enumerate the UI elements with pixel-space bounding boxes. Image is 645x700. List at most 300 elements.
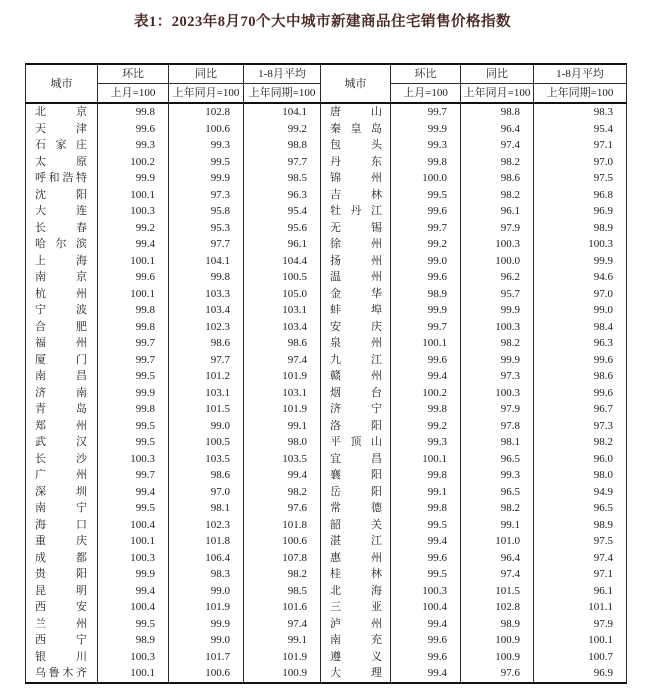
- value-cell: 99.8: [391, 500, 461, 517]
- value-cell: 100.2: [98, 154, 169, 171]
- value-cell: 104.1: [169, 253, 244, 270]
- value-cell: 95.8: [169, 203, 244, 220]
- table-row: [26, 649, 627, 666]
- value-cell: 99.3: [461, 467, 534, 484]
- value-cell: 100.3: [391, 583, 461, 600]
- value-cell: 97.7: [169, 236, 244, 253]
- city-name: 北海: [330, 584, 382, 597]
- value-cell: 106.4: [169, 550, 244, 567]
- city-cell: [321, 632, 391, 649]
- header-avg-right: 1-8月平均: [534, 64, 627, 84]
- header-row-groups: [26, 64, 627, 84]
- value-cell: 97.4: [461, 137, 534, 154]
- city-name: 烟台: [330, 386, 382, 399]
- city-name: 蚌埠: [330, 304, 382, 316]
- value-cell: 99.4: [98, 583, 169, 600]
- city-name: 福州: [35, 337, 87, 349]
- value-cell: 100.2: [391, 385, 461, 402]
- value-cell: 102.8: [169, 103, 244, 121]
- value-cell: 99.6: [534, 352, 627, 369]
- value-cell: 99.0: [169, 583, 244, 600]
- city-cell: [321, 154, 391, 171]
- city-name: 九江: [330, 353, 382, 366]
- value-cell: 100.9: [244, 665, 321, 683]
- table-row: [26, 583, 627, 600]
- header-yoy-base-right: 上年同月=100: [461, 84, 534, 104]
- value-cell: 104.1: [244, 103, 321, 121]
- value-cell: 100.9: [461, 632, 534, 649]
- value-cell: 98.6: [169, 467, 244, 484]
- city-name: 海口: [35, 518, 87, 531]
- value-cell: 100.3: [461, 236, 534, 253]
- value-cell: 99.5: [98, 616, 169, 633]
- table-row: [26, 550, 627, 567]
- city-name: 温州: [330, 271, 382, 283]
- city-cell: [26, 368, 98, 385]
- value-cell: 99.7: [98, 467, 169, 484]
- value-cell: 103.5: [169, 451, 244, 468]
- city-name: 杭州: [35, 287, 87, 300]
- value-cell: 103.3: [169, 286, 244, 303]
- city-cell: [321, 401, 391, 418]
- city-name: 平顶山: [330, 436, 382, 448]
- value-cell: 99.0: [169, 418, 244, 435]
- value-cell: 99.1: [391, 484, 461, 501]
- value-cell: 99.9: [169, 616, 244, 633]
- value-cell: 99.3: [391, 434, 461, 451]
- city-name: 银川: [35, 650, 87, 663]
- city-name: 郑州: [35, 419, 87, 432]
- value-cell: 99.1: [461, 517, 534, 534]
- city-name: 西安: [35, 601, 87, 613]
- value-cell: 97.8: [461, 418, 534, 435]
- value-cell: 99.9: [169, 170, 244, 187]
- value-cell: 99.3: [169, 137, 244, 154]
- city-cell: [321, 566, 391, 583]
- value-cell: 98.5: [244, 583, 321, 600]
- table-row: [26, 385, 627, 402]
- value-cell: 98.6: [534, 368, 627, 385]
- value-cell: 99.7: [391, 103, 461, 121]
- value-cell: 99.9: [98, 566, 169, 583]
- city-cell: [26, 385, 98, 402]
- city-name: 武汉: [35, 436, 87, 448]
- city-cell: [26, 649, 98, 666]
- value-cell: 99.1: [244, 418, 321, 435]
- city-cell: [26, 187, 98, 204]
- city-name: 呼和浩特: [35, 172, 87, 184]
- city-cell: [321, 103, 391, 121]
- value-cell: 97.4: [244, 616, 321, 633]
- city-cell: [26, 269, 98, 286]
- value-cell: 98.0: [244, 434, 321, 451]
- value-cell: 99.7: [98, 335, 169, 352]
- value-cell: 99.6: [98, 121, 169, 138]
- city-cell: [321, 665, 391, 683]
- value-cell: 97.3: [461, 368, 534, 385]
- value-cell: 101.1: [534, 599, 627, 616]
- city-name: 南宁: [35, 502, 87, 514]
- city-cell: [321, 500, 391, 517]
- value-cell: 96.5: [461, 451, 534, 468]
- value-cell: 99.5: [98, 500, 169, 517]
- value-cell: 101.2: [169, 368, 244, 385]
- value-cell: 95.6: [244, 220, 321, 237]
- city-name: 济南: [35, 386, 87, 399]
- value-cell: 99.9: [391, 121, 461, 138]
- city-cell: [26, 616, 98, 633]
- value-cell: 99.8: [169, 269, 244, 286]
- value-cell: 100.6: [169, 665, 244, 683]
- table-row: [26, 418, 627, 435]
- city-cell: [321, 352, 391, 369]
- value-cell: 100.1: [98, 286, 169, 303]
- value-cell: 96.4: [461, 550, 534, 567]
- value-cell: 100.3: [461, 385, 534, 402]
- city-cell: [321, 187, 391, 204]
- value-cell: 101.5: [461, 583, 534, 600]
- city-cell: [26, 170, 98, 187]
- value-cell: 98.2: [534, 434, 627, 451]
- city-name: 宁波: [35, 304, 87, 316]
- value-cell: 97.5: [534, 170, 627, 187]
- value-cell: 98.3: [534, 103, 627, 121]
- value-cell: 100.1: [98, 533, 169, 550]
- value-cell: 97.4: [461, 566, 534, 583]
- table-row: [26, 517, 627, 534]
- value-cell: 99.5: [98, 368, 169, 385]
- value-cell: 99.4: [391, 616, 461, 633]
- city-cell: [26, 401, 98, 418]
- value-cell: 99.8: [98, 302, 169, 319]
- value-cell: 103.1: [244, 385, 321, 402]
- value-cell: 99.5: [98, 434, 169, 451]
- city-name: 秦皇岛: [330, 122, 382, 135]
- value-cell: 100.0: [461, 253, 534, 270]
- city-name: 南昌: [35, 370, 87, 382]
- city-cell: [321, 550, 391, 567]
- city-name: 贵阳: [35, 568, 87, 580]
- city-cell: [321, 220, 391, 237]
- table-title: 表1：2023年8月70个大中城市新建商品住宅销售价格指数: [134, 14, 511, 30]
- value-cell: 100.5: [169, 434, 244, 451]
- table-row: [26, 665, 627, 683]
- value-cell: 101.8: [244, 517, 321, 534]
- table-body: [26, 103, 627, 683]
- table-row: [26, 121, 627, 138]
- value-cell: 97.3: [534, 418, 627, 435]
- value-cell: 96.7: [534, 401, 627, 418]
- table-row: [26, 203, 627, 220]
- value-cell: 98.5: [244, 170, 321, 187]
- value-cell: 102.3: [169, 319, 244, 336]
- city-cell: [26, 550, 98, 567]
- value-cell: 97.9: [461, 401, 534, 418]
- city-cell: [26, 220, 98, 237]
- value-cell: 99.8: [98, 319, 169, 336]
- value-cell: 99.7: [391, 220, 461, 237]
- value-cell: 97.0: [169, 484, 244, 501]
- table-row: [26, 286, 627, 303]
- city-cell: [26, 632, 98, 649]
- city-cell: [321, 599, 391, 616]
- value-cell: 99.6: [98, 269, 169, 286]
- value-cell: 96.5: [461, 484, 534, 501]
- table-row: [26, 599, 627, 616]
- city-name: 无锡: [330, 221, 382, 234]
- value-cell: 99.4: [98, 236, 169, 253]
- city-name: 洛阳: [330, 419, 382, 432]
- value-cell: 100.7: [534, 649, 627, 666]
- value-cell: 99.2: [98, 220, 169, 237]
- value-cell: 97.4: [534, 550, 627, 567]
- value-cell: 96.2: [461, 269, 534, 286]
- table-row: [26, 170, 627, 187]
- city-cell: [321, 121, 391, 138]
- table-row: [26, 302, 627, 319]
- city-cell: [321, 236, 391, 253]
- header-mom-left: 环比: [98, 64, 169, 84]
- city-name: 石家庄: [35, 139, 87, 151]
- table-row: [26, 533, 627, 550]
- value-cell: 97.6: [244, 500, 321, 517]
- table-row: [26, 451, 627, 468]
- table-row: [26, 137, 627, 154]
- value-cell: 99.6: [391, 632, 461, 649]
- value-cell: 99.4: [244, 467, 321, 484]
- value-cell: 99.6: [391, 269, 461, 286]
- value-cell: 95.4: [244, 203, 321, 220]
- city-name: 宜昌: [330, 452, 382, 465]
- value-cell: 98.9: [98, 632, 169, 649]
- value-cell: 103.1: [244, 302, 321, 319]
- city-cell: [26, 517, 98, 534]
- value-cell: 98.9: [461, 616, 534, 633]
- value-cell: 96.3: [244, 187, 321, 204]
- value-cell: 100.9: [461, 649, 534, 666]
- city-cell: [26, 319, 98, 336]
- city-name: 重庆: [35, 535, 87, 547]
- value-cell: 107.8: [244, 550, 321, 567]
- table-row: [26, 616, 627, 633]
- value-cell: 99.3: [98, 137, 169, 154]
- city-name: 长春: [35, 221, 87, 234]
- value-cell: 99.3: [391, 137, 461, 154]
- value-cell: 100.3: [461, 319, 534, 336]
- table-row: [26, 154, 627, 171]
- city-cell: [321, 253, 391, 270]
- city-cell: [26, 236, 98, 253]
- city-name: 包头: [330, 139, 382, 151]
- table-row: [26, 253, 627, 270]
- city-name: 金华: [330, 287, 382, 300]
- value-cell: 95.4: [534, 121, 627, 138]
- value-cell: 98.2: [244, 566, 321, 583]
- city-name: 天津: [35, 122, 87, 135]
- value-cell: 99.6: [391, 203, 461, 220]
- header-avg-base-left: 上年同期=100: [244, 84, 321, 104]
- value-cell: 101.9: [244, 649, 321, 666]
- city-cell: [321, 583, 391, 600]
- value-cell: 101.7: [169, 649, 244, 666]
- city-cell: [321, 269, 391, 286]
- value-cell: 101.0: [461, 533, 534, 550]
- city-name: 常德: [330, 502, 382, 514]
- value-cell: 96.0: [534, 451, 627, 468]
- value-cell: 99.6: [534, 385, 627, 402]
- city-cell: [321, 649, 391, 666]
- city-name: 徐州: [330, 238, 382, 250]
- city-cell: [321, 616, 391, 633]
- value-cell: 99.4: [391, 368, 461, 385]
- value-cell: 95.7: [461, 286, 534, 303]
- city-cell: [26, 583, 98, 600]
- city-name: 成都: [35, 551, 87, 564]
- city-cell: [321, 203, 391, 220]
- value-cell: 100.1: [98, 253, 169, 270]
- city-name: 丹东: [330, 155, 382, 168]
- value-cell: 100.1: [391, 451, 461, 468]
- value-cell: 94.9: [534, 484, 627, 501]
- city-cell: [321, 368, 391, 385]
- city-name: 湛江: [330, 535, 382, 547]
- value-cell: 99.2: [391, 418, 461, 435]
- value-cell: 99.9: [534, 253, 627, 270]
- value-cell: 99.9: [98, 170, 169, 187]
- value-cell: 100.3: [534, 236, 627, 253]
- value-cell: 100.4: [98, 517, 169, 534]
- value-cell: 97.4: [244, 352, 321, 369]
- table-row: [26, 269, 627, 286]
- city-cell: [321, 319, 391, 336]
- value-cell: 100.6: [169, 121, 244, 138]
- value-cell: 99.2: [391, 236, 461, 253]
- table-header: [26, 64, 627, 103]
- value-cell: 103.4: [169, 302, 244, 319]
- city-cell: [321, 533, 391, 550]
- city-cell: [321, 385, 391, 402]
- city-name: 青岛: [35, 403, 87, 415]
- city-name: 上海: [35, 254, 87, 267]
- city-cell: [26, 418, 98, 435]
- city-cell: [26, 484, 98, 501]
- value-cell: 99.9: [391, 302, 461, 319]
- city-name: 长沙: [35, 452, 87, 465]
- value-cell: 99.8: [98, 103, 169, 121]
- value-cell: 96.1: [244, 236, 321, 253]
- city-name: 襄阳: [330, 469, 382, 481]
- header-avg-left: 1-8月平均: [244, 64, 321, 84]
- value-cell: 96.9: [534, 665, 627, 683]
- value-cell: 96.3: [534, 335, 627, 352]
- value-cell: 99.4: [98, 484, 169, 501]
- value-cell: 99.8: [98, 401, 169, 418]
- city-cell: [26, 500, 98, 517]
- header-city-right: 城市: [321, 64, 391, 103]
- city-cell: [26, 286, 98, 303]
- city-cell: [321, 484, 391, 501]
- header-avg-base-right: 上年同期=100: [534, 84, 627, 104]
- header-mom-base-right: 上月=100: [391, 84, 461, 104]
- value-cell: 98.9: [391, 286, 461, 303]
- value-cell: 99.7: [391, 319, 461, 336]
- value-cell: 98.2: [461, 500, 534, 517]
- table-row: [26, 187, 627, 204]
- city-name: 韶关: [330, 518, 382, 531]
- table-row: [26, 368, 627, 385]
- city-name: 哈尔滨: [35, 238, 87, 250]
- value-cell: 103.4: [244, 319, 321, 336]
- value-cell: 98.1: [169, 500, 244, 517]
- value-cell: 98.8: [461, 103, 534, 121]
- value-cell: 100.3: [98, 649, 169, 666]
- value-cell: 98.0: [534, 467, 627, 484]
- city-cell: [321, 335, 391, 352]
- city-cell: [26, 335, 98, 352]
- value-cell: 101.6: [244, 599, 321, 616]
- city-cell: [26, 434, 98, 451]
- value-cell: 99.8: [391, 401, 461, 418]
- value-cell: 99.6: [391, 550, 461, 567]
- value-cell: 97.7: [169, 352, 244, 369]
- city-name: 锦州: [330, 172, 382, 184]
- value-cell: 100.4: [98, 599, 169, 616]
- value-cell: 102.3: [169, 517, 244, 534]
- value-cell: 99.6: [391, 649, 461, 666]
- table-row: [26, 566, 627, 583]
- city-name: 南充: [330, 634, 382, 646]
- city-name: 济宁: [330, 403, 382, 415]
- value-cell: 99.5: [169, 154, 244, 171]
- value-cell: 99.0: [391, 253, 461, 270]
- value-cell: 98.6: [169, 335, 244, 352]
- value-cell: 97.0: [534, 154, 627, 171]
- value-cell: 97.1: [534, 566, 627, 583]
- value-cell: 96.1: [461, 203, 534, 220]
- value-cell: 98.1: [461, 434, 534, 451]
- table-row: [26, 236, 627, 253]
- city-cell: [26, 467, 98, 484]
- city-cell: [321, 434, 391, 451]
- value-cell: 100.0: [391, 170, 461, 187]
- city-cell: [321, 137, 391, 154]
- table-row: [26, 632, 627, 649]
- value-cell: 95.3: [169, 220, 244, 237]
- city-name: 厦门: [35, 353, 87, 366]
- value-cell: 99.9: [461, 352, 534, 369]
- value-cell: 97.0: [534, 286, 627, 303]
- value-cell: 99.0: [534, 302, 627, 319]
- table-row: [26, 319, 627, 336]
- value-cell: 100.5: [244, 269, 321, 286]
- value-cell: 100.1: [98, 665, 169, 683]
- city-cell: [26, 566, 98, 583]
- value-cell: 101.9: [169, 599, 244, 616]
- city-cell: [321, 286, 391, 303]
- value-cell: 99.8: [391, 154, 461, 171]
- value-cell: 99.9: [98, 385, 169, 402]
- value-cell: 100.4: [391, 599, 461, 616]
- city-cell: [321, 467, 391, 484]
- value-cell: 98.2: [461, 154, 534, 171]
- value-cell: 99.1: [244, 632, 321, 649]
- value-cell: 99.8: [391, 467, 461, 484]
- value-cell: 100.6: [244, 533, 321, 550]
- city-cell: [26, 665, 98, 683]
- city-name: 广州: [35, 469, 87, 481]
- value-cell: 99.5: [391, 187, 461, 204]
- value-cell: 99.5: [98, 418, 169, 435]
